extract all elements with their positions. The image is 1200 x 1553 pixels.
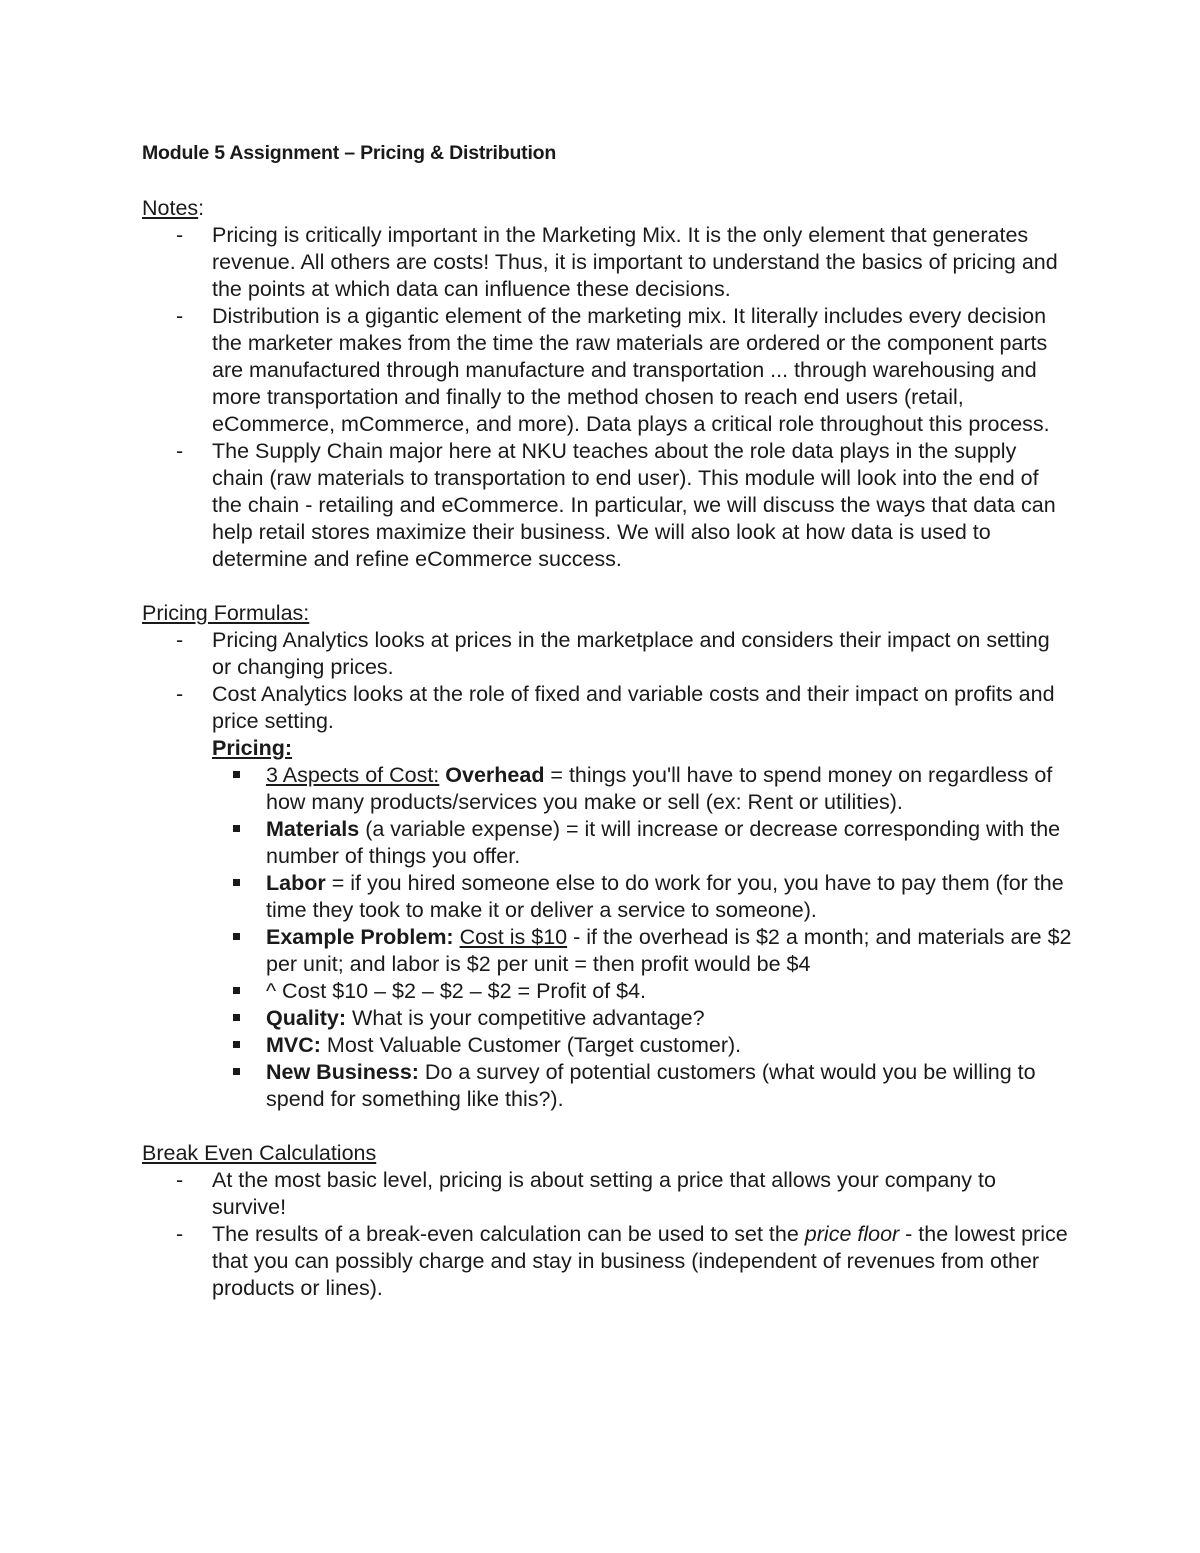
break-even-list — [142, 1167, 1072, 1302]
list-item — [142, 816, 1072, 870]
pricing-item-text: Cost Analytics looks at the role of fixed and variable costs and their impact on profits and price setting. — [212, 682, 1055, 733]
document-body — [142, 195, 1072, 1302]
list-item — [142, 1005, 1072, 1032]
square-bullet — [233, 879, 240, 886]
square-bullet — [233, 1068, 240, 1075]
list-item — [142, 870, 1072, 924]
mvc-term: MVC: — [266, 1033, 321, 1057]
list-item — [142, 627, 1072, 681]
dash-bullet: - — [176, 223, 184, 247]
quality-text: What is your competitive advantage? — [346, 1006, 705, 1030]
notes-heading: Notes — [142, 196, 199, 220]
pricing-formulas-heading: Pricing Formulas: — [142, 601, 310, 625]
notes-item-text: Distribution is a gigantic element of the marketing mix. It literally includes every decision the marketer makes from the time the raw materials are ordered or the component parts are manufactured through manufacture and transportation ... through warehousing and more transportation and finally to the method chosen to reach end users (retail, eCommerce, mCommerce, and more). Data plays a critical role throughout this process. — [212, 304, 1050, 436]
pricing-subheading: Pricing: — [212, 736, 293, 760]
materials-text: (a variable expense) = it will increase or decrease corresponding with the number of things you offer. — [266, 817, 1061, 868]
square-bullet — [233, 987, 240, 994]
dash-bullet: - — [176, 304, 184, 328]
break-even-item-pre: The results of a break-even calculation can be used to set the — [212, 1222, 805, 1246]
square-bullet — [233, 771, 240, 778]
dash-bullet: - — [176, 628, 184, 652]
list-item — [142, 1059, 1072, 1113]
new-business-term: New Business: — [266, 1060, 419, 1084]
pricing-sub-list — [142, 762, 1072, 1113]
dash-bullet: - — [176, 682, 184, 706]
square-bullet — [233, 1041, 240, 1048]
dash-bullet: - — [176, 1168, 184, 1192]
break-even-heading: Break Even Calculations — [142, 1141, 377, 1165]
pricing-item-text: Pricing Analytics looks at prices in the marketplace and considers their impact on setting or changing prices. — [212, 628, 1050, 679]
square-bullet — [233, 933, 240, 940]
labor-text: = if you hired someone else to do work for you, you have to pay them (for the time they took to make it or deliver a service to someone). — [266, 871, 1064, 922]
example-text: - if the overhead is $2 a month; and materials are $2 per unit; and labor is $2 per unit = then profit would be $4 — [266, 925, 1072, 976]
notes-list — [142, 222, 1072, 573]
square-bullet — [233, 1014, 240, 1021]
document-title: Module 5 Assignment – Pricing & Distribution — [142, 142, 557, 164]
quality-term: Quality: — [266, 1006, 347, 1030]
list-item — [142, 762, 1072, 816]
square-bullet — [233, 825, 240, 832]
list-item — [142, 978, 1072, 1005]
labor-term: Labor — [266, 871, 326, 895]
list-item — [142, 303, 1072, 438]
new-business-text: Do a survey of potential customers (what would you be willing to spend for something like this?). — [266, 1060, 1036, 1111]
break-even-item-post: - the lowest price that you can possibly charge and stay in business (independent of revenues from other products or lines). — [212, 1222, 1068, 1300]
list-item — [142, 1032, 1072, 1059]
mvc-text: Most Valuable Customer (Target customer). — [320, 1033, 742, 1057]
list-item — [142, 924, 1072, 978]
notes-heading-colon: : — [198, 196, 205, 220]
aspects-label: 3 Aspects of Cost: — [266, 763, 440, 787]
pricing-formulas-list — [142, 627, 1072, 735]
example-term: Example Problem: — [266, 925, 454, 949]
dash-bullet: - — [176, 1222, 184, 1246]
overhead-text: = things you'll have to spend money on regardless of how many products/services you make or sell (ex: Rent or utilities). — [266, 763, 1053, 814]
price-floor-term: price floor — [804, 1222, 900, 1246]
list-item — [142, 438, 1072, 573]
materials-term: Materials — [266, 817, 360, 841]
calc-text: ^ Cost $10 – $2 – $2 – $2 = Profit of $4. — [266, 979, 647, 1003]
notes-heading-line — [142, 195, 1072, 222]
dash-bullet: - — [176, 439, 184, 463]
notes-item-text: Pricing is critically important in the Marketing Mix. It is the only element that generates revenue. All others are costs! Thus, it is important to understand the basics of pricing and the points at which data can influence these decisions. — [212, 223, 1058, 301]
notes-item-text: The Supply Chain major here at NKU teaches about the role data plays in the supply chain (raw materials to transportation to end user). This module will look into the end of the chain - retailing and eCommerce. In particular, we will discuss the ways that data can help retail stores maximize their business. We will also look at how data is used to determine and refine eCommerce success. — [212, 439, 1056, 571]
list-item — [142, 681, 1072, 735]
overhead-term: Overhead — [445, 763, 545, 787]
list-item — [142, 222, 1072, 303]
example-cost: Cost is $10 — [459, 925, 568, 949]
list-item — [142, 1221, 1072, 1302]
list-item — [142, 1167, 1072, 1221]
break-even-item-text: At the most basic level, pricing is about setting a price that allows your company to survive! — [212, 1168, 996, 1219]
